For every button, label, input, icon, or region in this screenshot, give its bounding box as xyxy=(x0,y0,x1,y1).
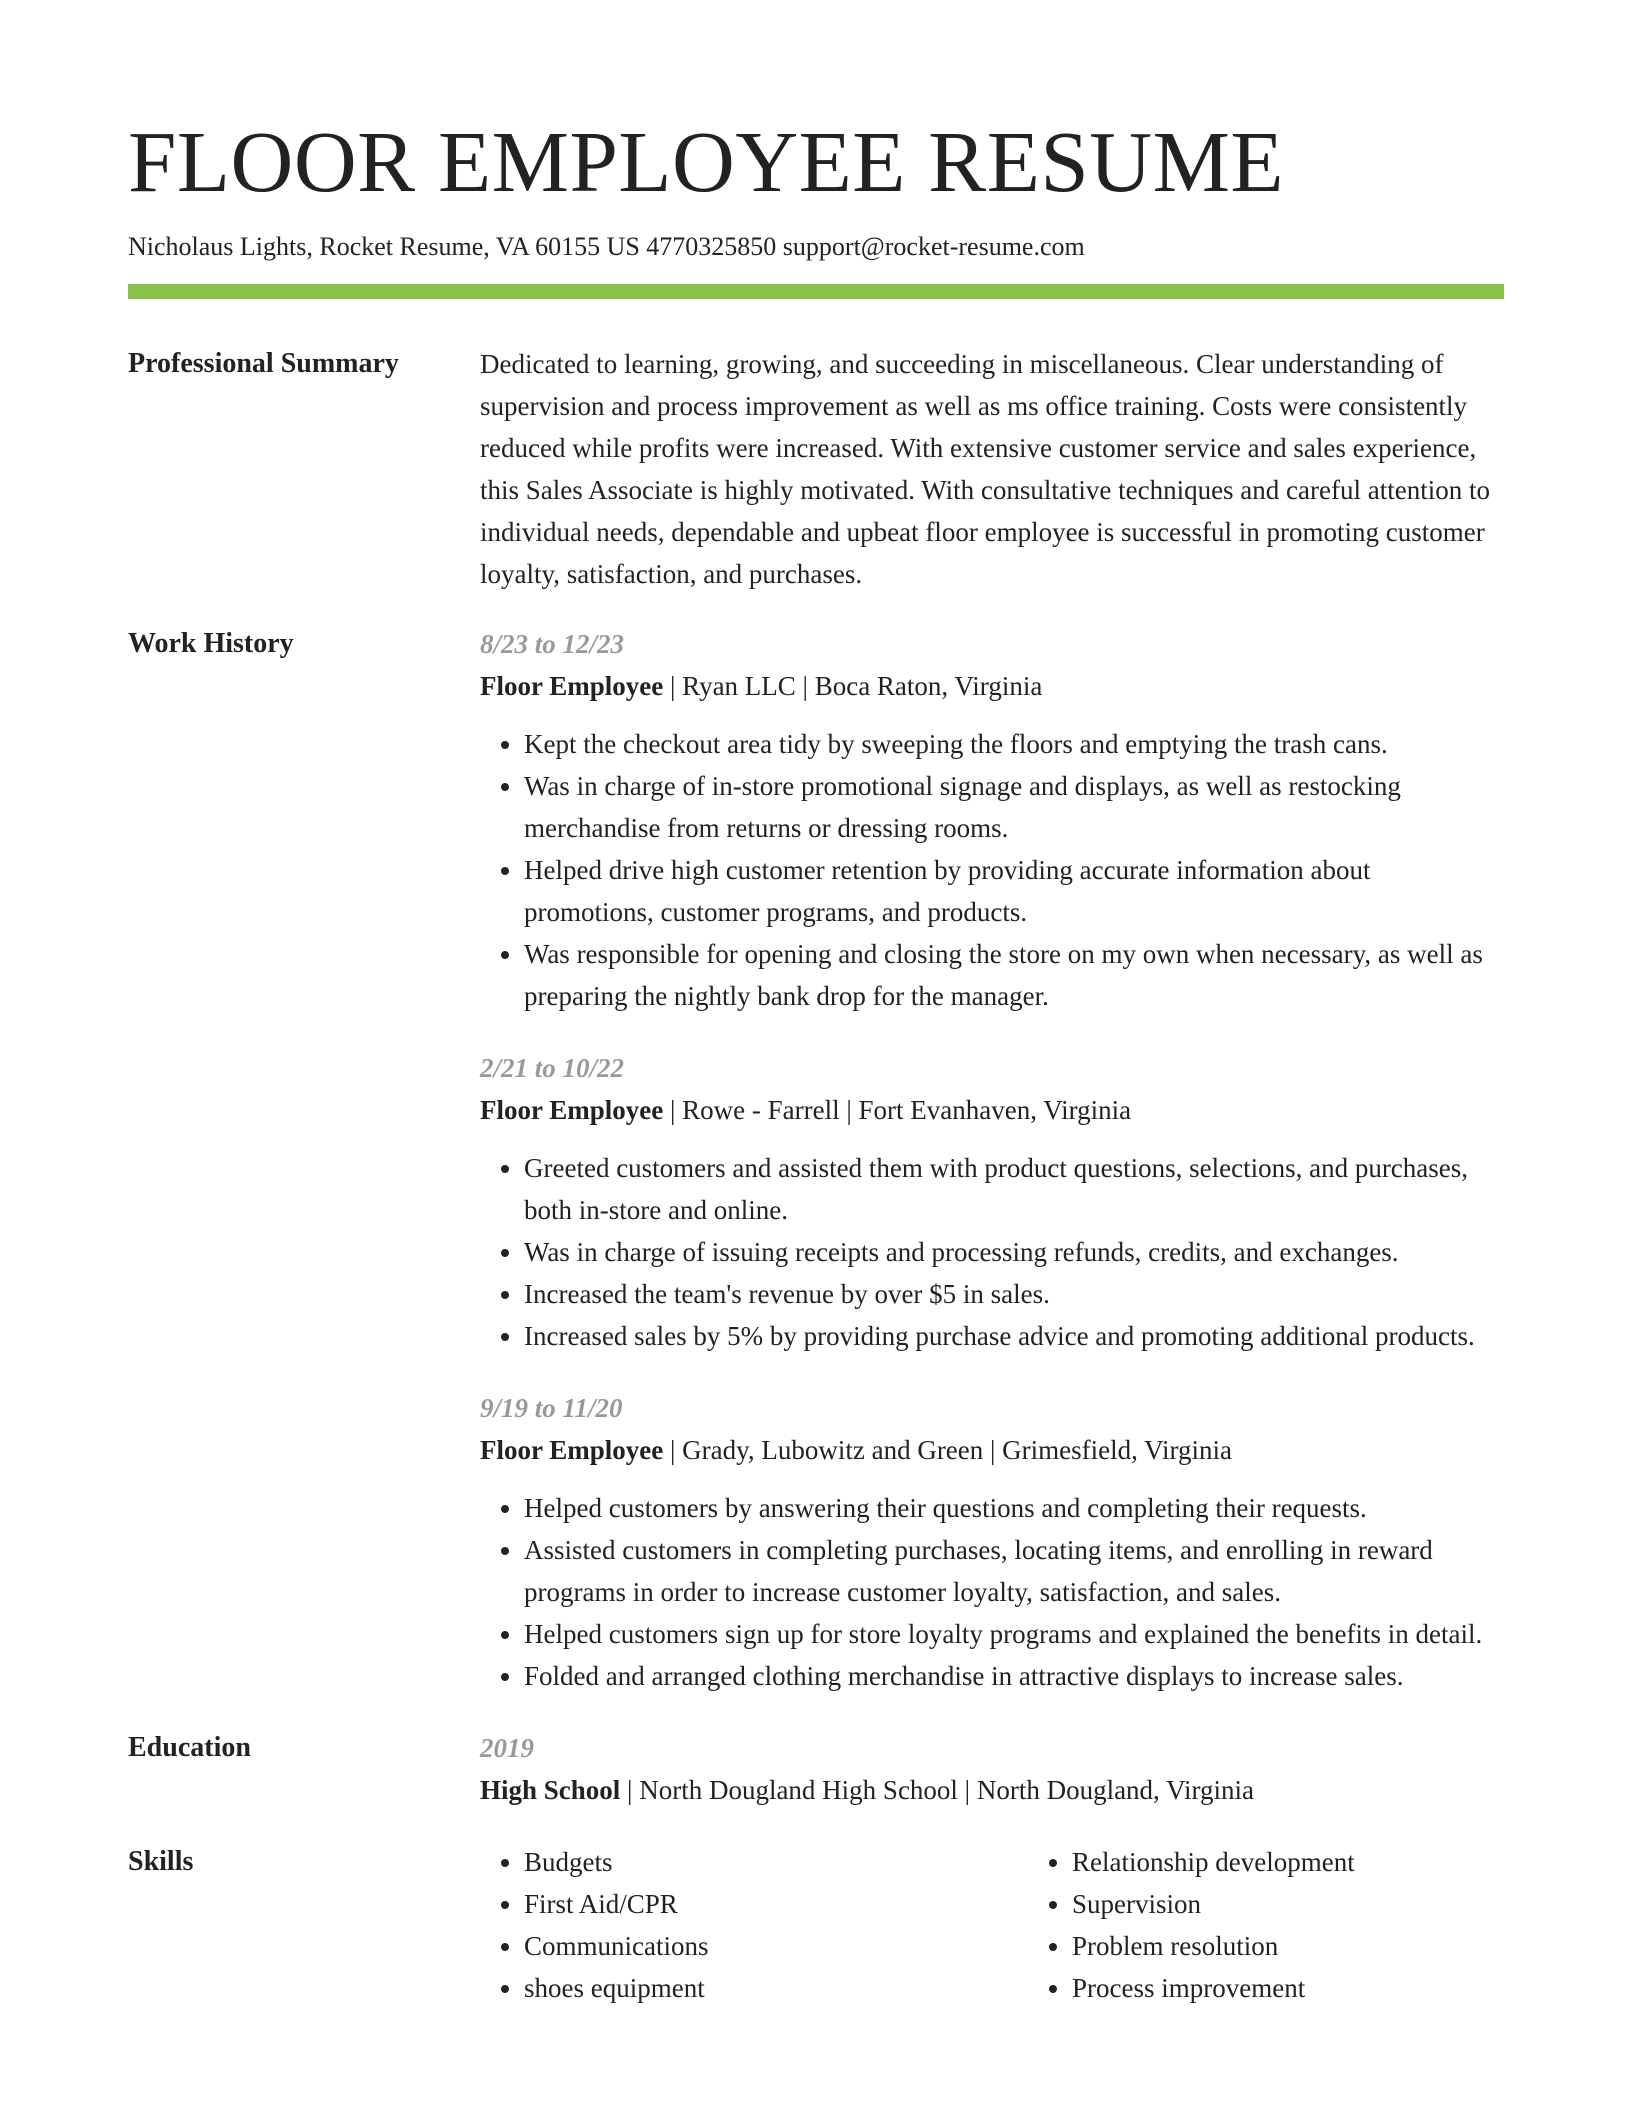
list-item: • Supervision xyxy=(1072,1883,1576,1925)
work-history-section xyxy=(128,623,1504,1697)
skills-heading: Skills xyxy=(128,1846,194,1878)
job-entry xyxy=(480,1387,1504,1697)
education-year: 2019 xyxy=(480,1733,534,1764)
list-item: • Folded and arranged clothing merchandise in attractive displays to increase sales. xyxy=(524,1655,1504,1697)
job-role xyxy=(480,1089,1504,1131)
education-section xyxy=(128,1727,1504,1811)
job-bullets xyxy=(480,1147,1504,1357)
list-item: • shoes equipment xyxy=(524,1967,1028,2009)
job-dates: 2/21 to 10/22 xyxy=(480,1053,625,1084)
job-details: | Grady, Lubowitz and Green | Grimesfield, Virginia xyxy=(663,1435,1233,1466)
list-item: • Problem resolution xyxy=(1072,1925,1576,1967)
job-title: Floor Employee xyxy=(480,1435,664,1466)
education-entry xyxy=(480,1769,1504,1811)
education-body xyxy=(480,1727,1504,1811)
job-bullets xyxy=(480,723,1504,1017)
job-bullets xyxy=(480,1487,1504,1697)
job-role xyxy=(480,665,1504,707)
skills-body xyxy=(480,1841,1576,2009)
work-history-body xyxy=(480,623,1504,1697)
contact-line: Nicholaus Lights, Rocket Resume, VA 60155 US 4770325850 support@rocket-resume.com xyxy=(128,232,1085,261)
skills-list-right xyxy=(1028,1841,1576,2009)
job-entry xyxy=(480,623,1504,1017)
skills-section xyxy=(128,1841,1504,2009)
list-item: • Greeted customers and assisted them with product questions, selections, and purchases, both in-store and online. xyxy=(524,1147,1504,1231)
job-entry xyxy=(480,1047,1504,1357)
list-item: • Kept the checkout area tidy by sweeping the floors and emptying the trash cans. xyxy=(524,723,1504,765)
job-title: Floor Employee xyxy=(480,671,664,702)
education-heading: Education xyxy=(128,1732,251,1764)
job-dates: 8/23 to 12/23 xyxy=(480,629,625,660)
list-item: • Was responsible for opening and closing the store on my own when necessary, as well as preparing the nightly bank drop for the manager. xyxy=(524,933,1504,1017)
summary-heading: Professional Summary xyxy=(128,348,399,380)
work-history-heading: Work History xyxy=(128,628,294,660)
job-dates: 9/19 to 11/20 xyxy=(480,1393,623,1424)
list-item: • Increased sales by 5% by providing purchase advice and promoting additional products. xyxy=(524,1315,1504,1357)
list-item: • Helped drive high customer retention by providing accurate information about promotions, customer programs, and products. xyxy=(524,849,1504,933)
education-degree: High School xyxy=(480,1775,621,1806)
resume-title: FLOOR EMPLOYEE RESUME xyxy=(128,113,1285,210)
job-title: Floor Employee xyxy=(480,1095,664,1126)
list-item: • Assisted customers in completing purchases, locating items, and enrolling in reward programs in order to increase customer loyalty, satisfaction, and sales. xyxy=(524,1529,1504,1613)
resume-page xyxy=(128,113,1504,2009)
skills-list-left xyxy=(480,1841,1028,2009)
skills-columns xyxy=(480,1841,1576,2009)
list-item: • Helped customers by answering their questions and completing their requests. xyxy=(524,1487,1504,1529)
list-item: • Communications xyxy=(524,1925,1028,1967)
job-details: | Ryan LLC | Boca Raton, Virginia xyxy=(663,671,1043,702)
job-details: | Rowe - Farrell | Fort Evanhaven, Virginia xyxy=(663,1095,1132,1126)
summary-text: Dedicated to learning, growing, and succeeding in miscellaneous. Clear understanding of supervision and process improvement as well as ms office training. Costs were consistently reduced while profits were increased. With extensive customer service and sales experience, this Sales Associate is highly motivated. With consultative techniques and careful attention to individual needs, dependable and upbeat floor employee is successful in promoting customer loyalty, satisfaction, and purchases. xyxy=(480,349,1490,590)
list-item: • First Aid/CPR xyxy=(524,1883,1028,1925)
list-item: • Increased the team's revenue by over $5 in sales. xyxy=(524,1273,1504,1315)
education-details: | North Dougland High School | North Dougland, Virginia xyxy=(620,1775,1254,1806)
list-item: • Was in charge of issuing receipts and processing refunds, credits, and exchanges. xyxy=(524,1231,1504,1273)
list-item: • Helped customers sign up for store loyalty programs and explained the benefits in detail. xyxy=(524,1613,1504,1655)
accent-divider xyxy=(128,284,1504,299)
summary-section xyxy=(128,343,1504,595)
job-role xyxy=(480,1429,1504,1471)
list-item: • Relationship development xyxy=(1072,1841,1576,1883)
list-item: • Process improvement xyxy=(1072,1967,1576,2009)
list-item: • Budgets xyxy=(524,1841,1028,1883)
list-item: • Was in charge of in-store promotional signage and displays, as well as restocking merchandise from returns or dressing rooms. xyxy=(524,765,1504,849)
